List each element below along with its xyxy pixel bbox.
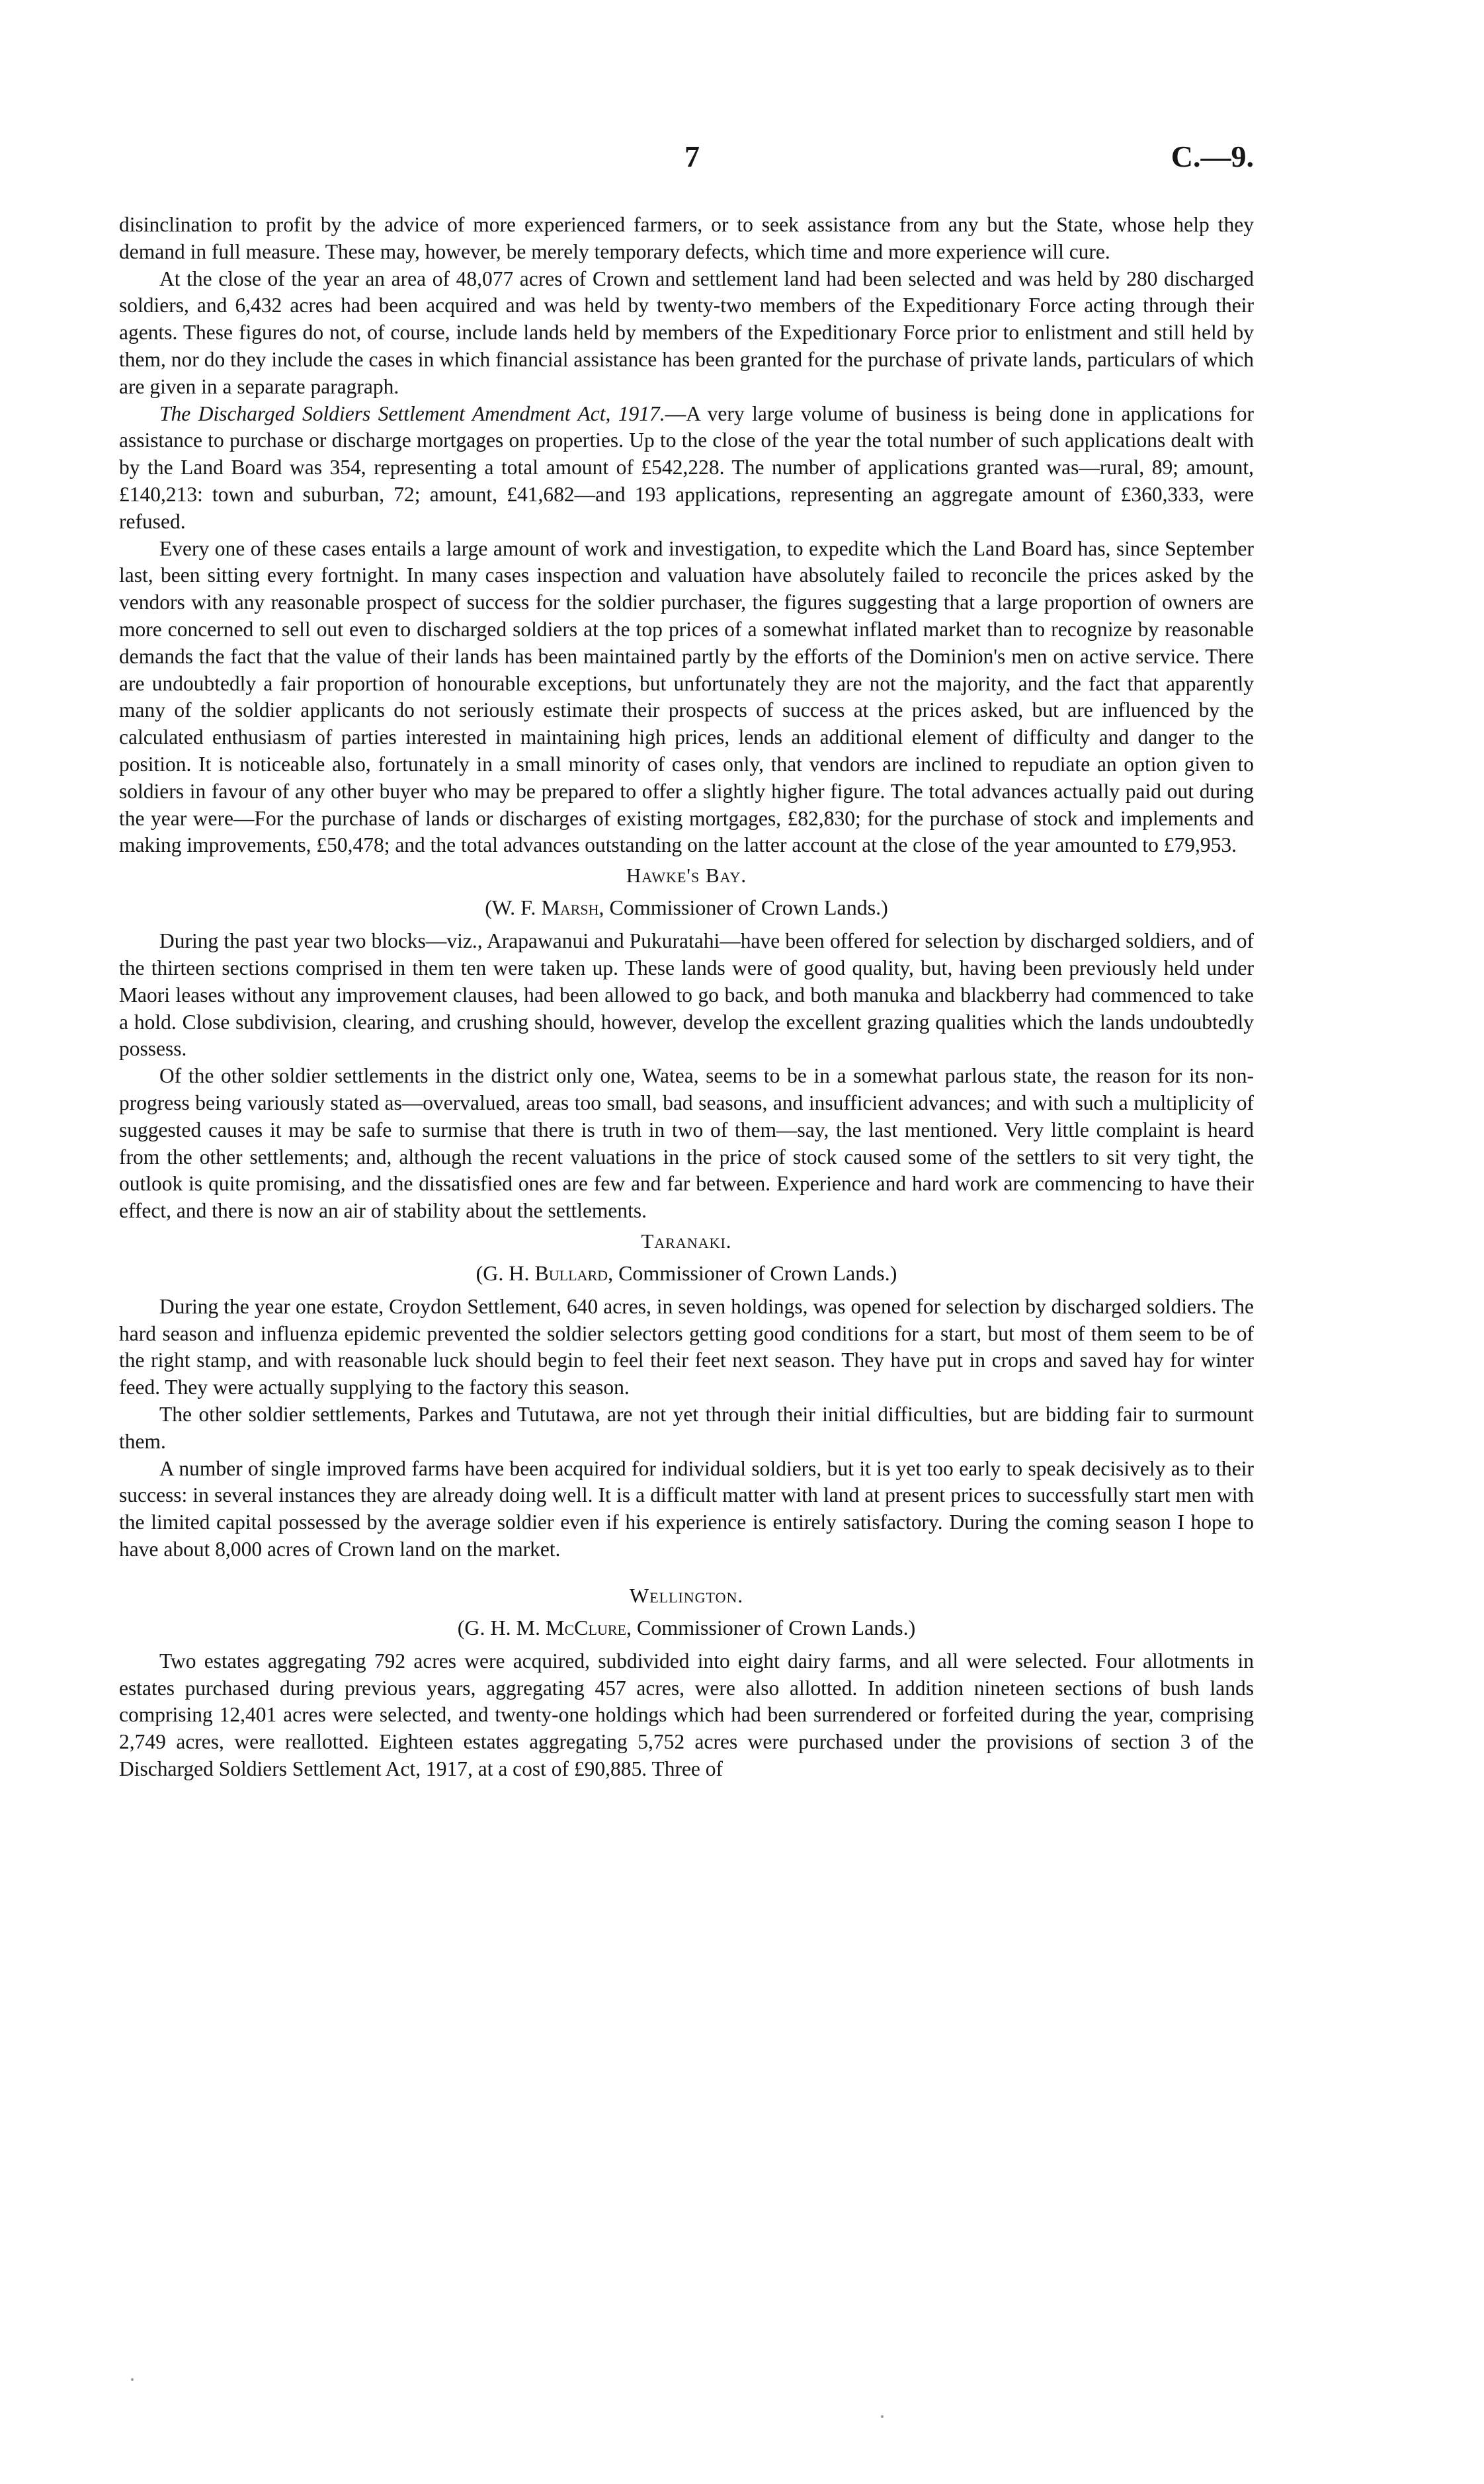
- paragraph: Every one of these cases entails a large amount of work and investigation, to expedite which the Land Board has, since September last, been sitting every fortnight. In many cases inspection and valuation have absolutely failed to reconcile the prices asked by the vendors with any reasonable prospect of success for the soldier purchaser, the figures suggesting that a large proportion of owners are more concerned to sell out even to discharged soldiers at the top prices of a somewhat inflated market than to recognize by reasonable demands the fact that the value of their lands has been maintained partly by the efforts of the Dominion's men on active service. There are undoubtedly a fair proportion of honourable exceptions, but unfortunately they are not the majority, and the fact that apparently many of the soldier applicants do not seriously estimate their prospects of success at the prices asked, but are influenced by the calculated enthusiasm of parties interested in maintaining high prices, lends an additional element of difficulty and danger to the position. It is noticeable also, fortunately in a small minority of cases only, that vendors are inclined to repudiate an option given to soldiers in favour of any other buyer who may be prepared to offer a slightly higher figure. The total advances actually paid out during the year were—For the purchase of lands or discharges of existing mortgages, £82,830; for the purchase of stock and implements and making improvements, £50,478; and the total advances outstanding on the latter account at the close of the year amounted to £79,953.: [119, 536, 1254, 857]
- commissioner-prefix: (G. H. M.: [457, 1615, 546, 1639]
- commissioner-line: [119, 1259, 1254, 1287]
- document-reference: C.—9.: [1171, 140, 1254, 173]
- commissioner-name: Bullard: [534, 1261, 608, 1285]
- commissioner-name: Marsh: [541, 895, 599, 920]
- paragraph: [119, 401, 1254, 536]
- commissioner-prefix: (W. F.: [485, 895, 542, 920]
- section-heading-wellington: Wellington.: [629, 1583, 744, 1607]
- commissioner-title: , Commissioner of Crown Lands.): [598, 895, 888, 920]
- paragraph: At the close of the year an area of 48,077 acres of Crown and settlement land had been selected and was held by 280 discharged soldiers, and 6,432 acres had been acquired and was held by twenty-two members of the Expeditionary Force acting through their agents. These figures do not, of course, include lands held by members of the Expeditionary Force prior to enlistment and still held by them, nor do they include the cases in which financial assistance has been granted for the purchase of private lands, particulars of which are given in a separate paragraph.: [119, 267, 1254, 398]
- commissioner-line: [119, 1614, 1254, 1641]
- section-heading-taranaki: Taranaki.: [641, 1229, 732, 1253]
- paragraph: disinclination to profit by the advice of more experienced farmers, or to seek assistance from any but the State, whose help they demand in full measure. These may, however, be merely temporary defects, which time and more experience will cure.: [119, 213, 1254, 263]
- paragraph: A number of single improved farms have been acquired for individual soldiers, but it is yet too early to speak decisively as to their success: in several instances they are already doing well. It is a difficult matter with land at present prices to successfully start men with the limited capital possessed by the average soldier even if his experience is entirely satisfactory. During the coming season I hope to have about 8,000 acres of Crown land on the market.: [119, 1456, 1254, 1561]
- act-title: The Discharged Soldiers Settlement Amendment Act, 1917.: [159, 401, 665, 425]
- page-header: [119, 139, 1254, 212]
- commissioner-title: , Commissioner of Crown Lands.): [626, 1615, 916, 1639]
- commissioner-title: , Commissioner of Crown Lands.): [608, 1261, 897, 1285]
- section-heading-hawkes-bay: Hawke's Bay.: [626, 864, 747, 888]
- page-number: 7: [684, 140, 700, 173]
- paragraph: During the year one estate, Croydon Settlement, 640 acres, in seven holdings, was opened for selection by discharged soldiers. The hard season and influenza epidemic prevented the soldier selectors getting good conditions for a start, but most of them seem to be of the right stamp, and with reasonable luck should begin to feel their feet next season. They have put in crops and saved hay for winter feed. They were actually supplying to the factory this season.: [119, 1294, 1254, 1399]
- paragraph: During the past year two blocks—viz., Arapawanui and Pukuratahi—have been offered for selection by discharged soldiers, and of the thirteen sections comprised in them ten were taken up. These lands were of good quality, but, having been previously held under Maori leases without any improvement clauses, had been allowed to go back, and both manuka and blackberry had commenced to take a hold. Close subdivision, clearing, and crushing should, however, develop the excellent grazing qualities which the lands undoubtedly possess.: [119, 929, 1254, 1061]
- paragraph-text: —A very large volume of business is being done in applications for assistance to purchase or discharge mortgages on properties. Up to the close of the year the total number of such applications dealt with by the Land Board was 354, representing a total amount of £542,228. The number of applications granted was—rural, 89; amount, £140,213: town and suburban, 72; amount, £41,682—and 193 applications, representing an aggregate amount of £360,333, were refused.: [119, 401, 1254, 533]
- commissioner-name: McClure: [546, 1615, 626, 1639]
- commissioner-line: [119, 893, 1254, 921]
- paragraph: Two estates aggregating 792 acres were acquired, subdivided into eight dairy farms, and all were selected. Four allotments in estates purchased during previous years, aggregating 457 acres, were also allotted. In addition nineteen sections of bush lands comprising 12,401 acres were selected, and twenty-one holdings which had been surrendered or forfeited during the year, comprising 2,749 acres, were reallotted. Eighteen estates aggregating 5,752 acres were purchased under the provisions of section 3 of the Discharged Soldiers Settlement Act, 1917, at a cost of £90,885. Three of: [119, 1649, 1254, 1781]
- body-text: [119, 212, 1254, 1783]
- paragraph: The other soldier settlements, Parkes and Tututawa, are not yet through their initial difficulties, but are bidding fair to surmount them.: [119, 1403, 1254, 1453]
- commissioner-prefix: (G. H.: [475, 1261, 535, 1285]
- paper-speck: [881, 2415, 884, 2418]
- paper-speck: [131, 2378, 134, 2381]
- paragraph: Of the other soldier settlements in the district only one, Watea, seems to be in a somewhat parlous state, the reason for its non-progress being variously stated as—overvalued, areas too small, bad seasons, and insufficient advances; and with such a multiplicity of suggested causes it may be safe to surmise that there is truth in two of them—say, the last mentioned. Very little complaint is heard from the other settlements; and, although the recent valuations in the price of stock caused some of the settlers to sit very tight, the outlook is quite promising, and the dissatisfied ones are few and far between. Experience and hard work are commencing to have their effect, and there is now an air of stability about the settlements.: [119, 1064, 1254, 1223]
- document-page: [119, 139, 1254, 1783]
